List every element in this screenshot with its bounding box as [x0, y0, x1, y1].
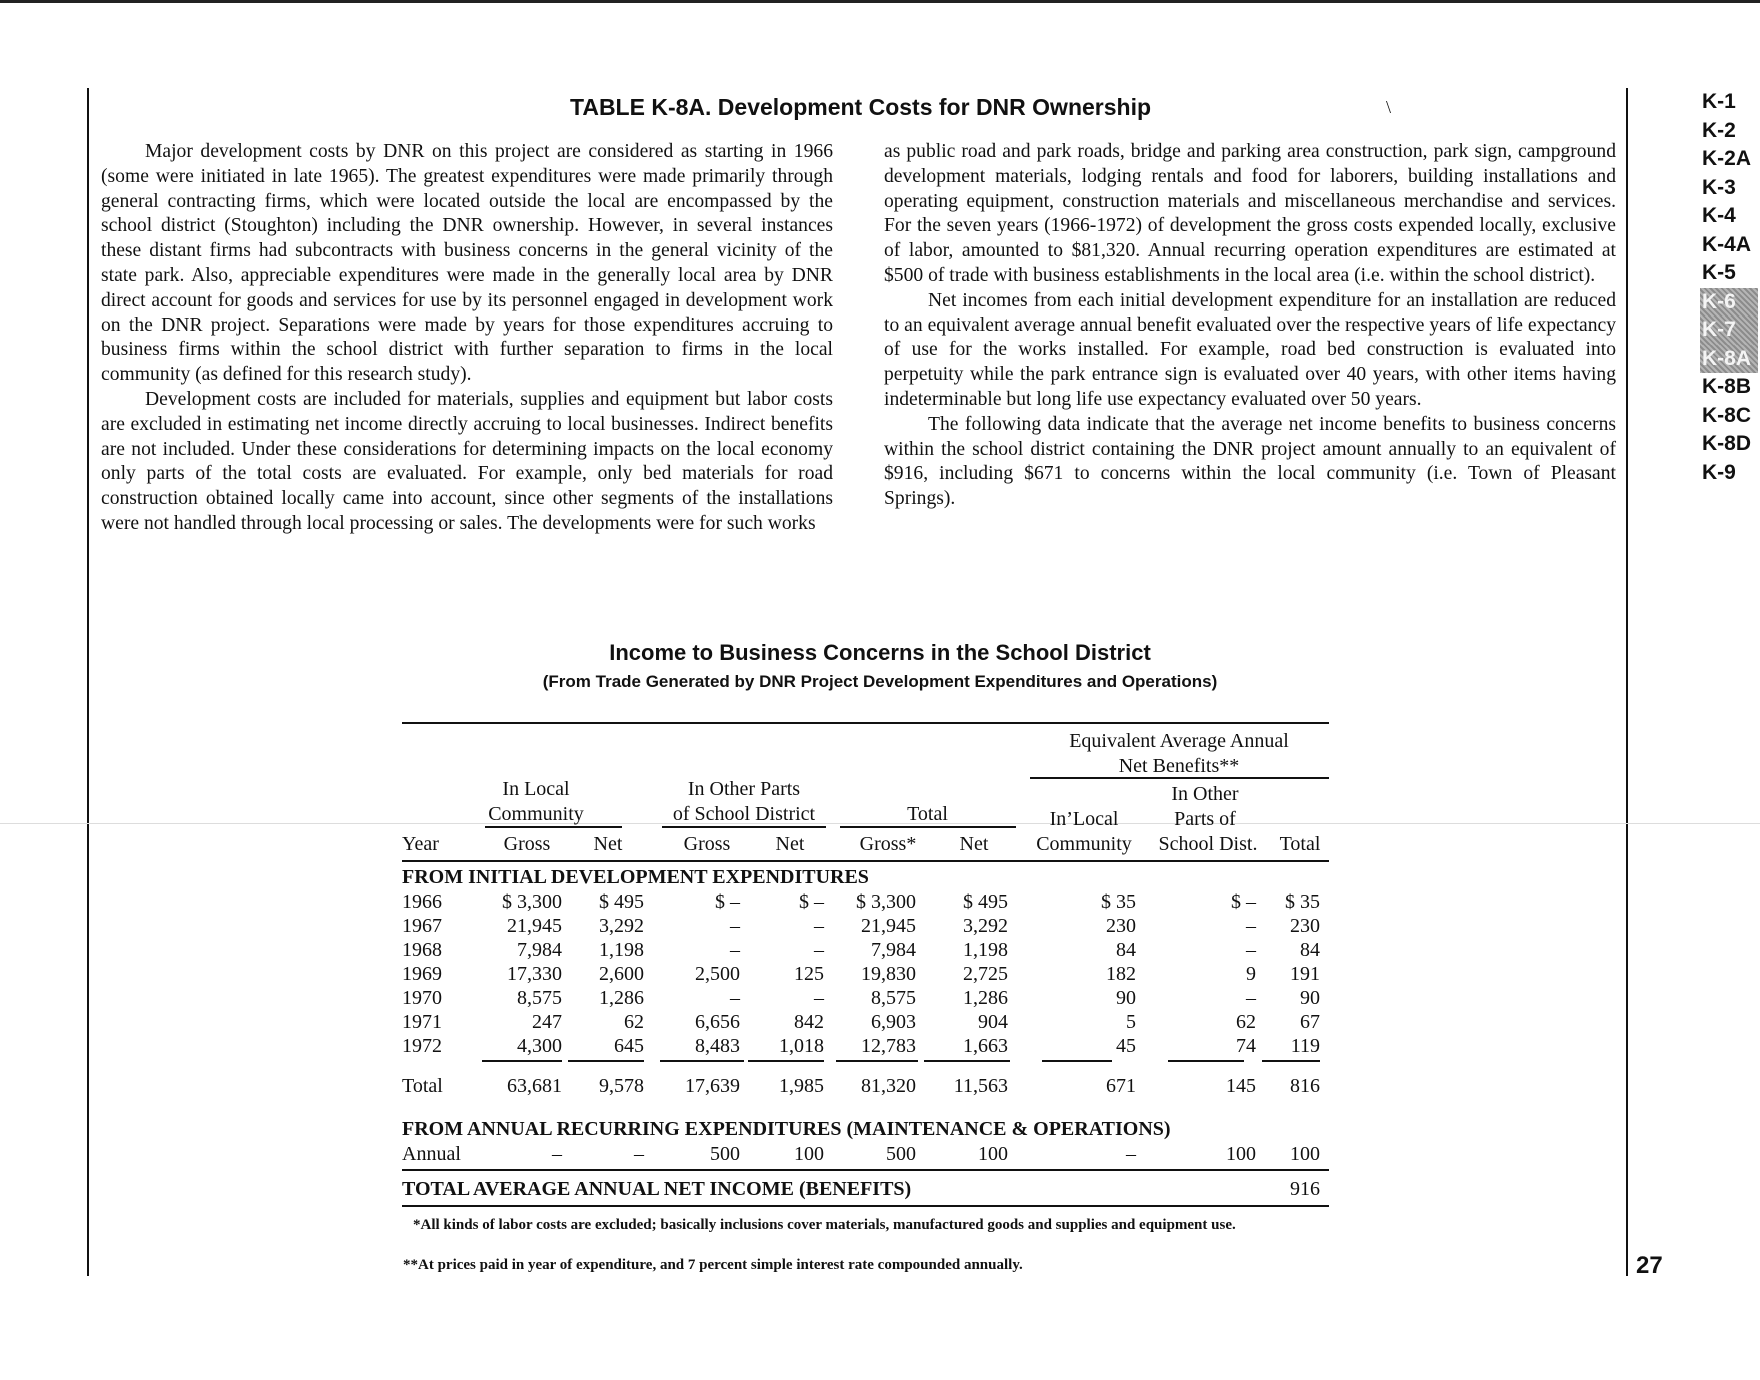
table-cell: $ –	[799, 891, 824, 913]
header-benefit-other-line2: Parts of	[1174, 808, 1236, 830]
row-year: 1968	[402, 939, 442, 961]
table-cell: $ 495	[963, 891, 1008, 913]
table-cell: 1,286	[963, 987, 1008, 1009]
sidebar-item-k-7[interactable]: K-7	[1700, 316, 1758, 345]
table-subtitle: (From Trade Generated by DNR Project Development Expenditures and Operations)	[542, 672, 1218, 691]
total-cell: 816	[1290, 1075, 1320, 1097]
subtotal-underline	[1168, 1060, 1244, 1062]
table-cell: $ 3,300	[502, 891, 562, 913]
table-cell: 191	[1290, 963, 1320, 985]
grand-total-label: TOTAL AVERAGE ANNUAL NET INCOME (BENEFITS)	[402, 1178, 912, 1200]
sidebar-item-k-4[interactable]: K-4	[1702, 204, 1736, 227]
table-cell: 645	[614, 1035, 644, 1057]
column-header: Community	[1036, 833, 1132, 855]
header-local-community-line2: Community	[488, 803, 584, 825]
table-cell: $ 35	[1285, 891, 1320, 913]
footnote-labor: *All kinds of labor costs are excluded; basically inclusions cover materials, manufactured goods and supplies and equipment use.	[413, 1217, 1236, 1233]
table-cell: 67	[1300, 1011, 1320, 1033]
total-cell: 9,578	[599, 1075, 644, 1097]
paragraph: Major development costs by DNR on this project are considered as starting in 1966 (some were initiated in late 1965). The greatest expenditures were made primarily through general contracting firms, which were located outside the local are encompassed by the school district (Stoughton) including the DNR ownership. However, in several instances these distant firms had subcontracts with business concerns in the general vicinity of the state park. Also, appreciable expenditures were made in the generally local area by DNR direct account for goods and services for use by its personnel engaged in development work on the DNR project. Separations were made by years for those expenditures accruing to business firms within the school district with further separation to firms in the local community (as defined for this research study).	[101, 141, 833, 386]
annual-cell: –	[634, 1143, 644, 1165]
table-cell: 17,330	[507, 963, 562, 985]
annual-cell: 500	[710, 1143, 740, 1165]
sidebar-item-k-4a[interactable]: K-4A	[1702, 232, 1752, 256]
column-header: School Dist.	[1158, 833, 1258, 855]
table-cell: 1,198	[599, 939, 644, 961]
total-cell: 81,320	[861, 1075, 916, 1097]
sidebar-item-k-1[interactable]: K-1	[1702, 90, 1736, 113]
header-total: Total	[907, 803, 948, 825]
header-other-rule	[662, 826, 826, 828]
table-cell: 1,018	[779, 1035, 824, 1057]
header-equiv-rule	[1030, 777, 1329, 779]
table-cell: 9	[1246, 963, 1256, 985]
column-header: Gross	[503, 833, 551, 855]
table-cell: –	[730, 939, 740, 961]
stray-mark: \	[1386, 97, 1392, 117]
total-cell: 17,639	[685, 1075, 740, 1097]
left-text-column	[101, 140, 833, 537]
column-header: Gross*	[859, 833, 917, 855]
table-cell: 7,984	[517, 939, 562, 961]
table-cell: 247	[532, 1011, 562, 1033]
table-cell: 62	[1236, 1011, 1256, 1033]
footnote-prices: **At prices paid in year of expenditure, and 7 percent simple interest rate compounded annually.	[403, 1257, 1023, 1273]
column-header: Gross	[683, 833, 731, 855]
table-cell: 842	[794, 1011, 824, 1033]
table-cell: 3,292	[963, 915, 1008, 937]
table-cell: 6,903	[871, 1011, 916, 1033]
sidebar-item-k-6[interactable]: K-6	[1700, 288, 1758, 317]
table-cell: 12,783	[861, 1035, 916, 1057]
header-total-rule	[840, 826, 1016, 828]
column-header: Net	[959, 833, 989, 855]
table-cell: –	[1246, 915, 1256, 937]
table-cell: 84	[1300, 939, 1320, 961]
header-local-community-line1: In Local	[502, 778, 570, 800]
page-number: 27	[1636, 1252, 1663, 1279]
subtotal-underline	[748, 1060, 824, 1062]
subtotal-underline	[924, 1060, 1010, 1062]
header-benefit-local: In’Local	[1049, 808, 1119, 830]
total-cell: 63,681	[507, 1075, 562, 1097]
table-cell: 8,483	[695, 1035, 740, 1057]
table-top-rule	[402, 722, 1329, 724]
sidebar-item-k-8b[interactable]: K-8B	[1702, 375, 1752, 398]
table-cell: –	[730, 915, 740, 937]
right-text-column	[884, 140, 1616, 512]
column-header: Net	[775, 833, 805, 855]
table-cell: –	[1246, 939, 1256, 961]
table-cell: –	[814, 939, 824, 961]
sidebar-item-k-9[interactable]: K-9	[1702, 460, 1736, 484]
page-title: TABLE K-8A. Development Costs for DNR Ownership	[570, 94, 1152, 120]
header-equiv-benefits-line1: Equivalent Average Annual	[1069, 730, 1289, 752]
table-cell: –	[814, 987, 824, 1009]
table-cell: 182	[1106, 963, 1136, 985]
table-cell: 2,725	[963, 963, 1008, 985]
sidebar-item-k-8c[interactable]: K-8C	[1702, 403, 1752, 427]
table-cell: 84	[1116, 939, 1136, 961]
header-equiv-benefits-line2: Net Benefits**	[1118, 755, 1240, 777]
table-cell: $ 495	[599, 891, 644, 913]
total-cell: 11,563	[953, 1075, 1008, 1097]
table-cell: 62	[624, 1011, 644, 1033]
sidebar-item-k-2a[interactable]: K-2A	[1702, 147, 1752, 170]
table-cell: 119	[1290, 1035, 1320, 1057]
annual-cell: 100	[1226, 1143, 1256, 1165]
subtotal-underline	[1262, 1060, 1320, 1062]
annual-cell: –	[552, 1143, 562, 1165]
section-initial-expenditures: FROM INITIAL DEVELOPMENT EXPENDITURES	[402, 866, 869, 888]
row-year: 1970	[402, 987, 442, 1009]
paragraph: Development costs are included for materials, supplies and equipment but labor costs are excluded in estimating net income directly accruing to local businesses. Indirect benefits are not included. Under these considerations for determining impacts on the local economy only parts of the total costs are evaluated. For example, only bed materials for road construction obtained locally came into account, since other segments of the installations were not handled through local processing or sales. The developments were for such works	[101, 388, 833, 534]
table-cell: 7,984	[871, 939, 916, 961]
table-cell: –	[1246, 987, 1256, 1009]
table-cell: –	[730, 987, 740, 1009]
table-cell: 21,945	[861, 915, 916, 937]
sidebar-item-k-8d[interactable]: K-8D	[1702, 432, 1752, 455]
table-cell: 90	[1300, 987, 1320, 1009]
page-top-border	[0, 0, 1760, 3]
header-local-rule	[485, 826, 622, 828]
table-cell: 2,500	[695, 963, 740, 985]
table-cell: $ –	[1231, 891, 1256, 913]
sidebar-item-k-2[interactable]: K-2	[1702, 118, 1736, 142]
row-year: 1969	[402, 963, 442, 985]
table-cell: 8,575	[517, 987, 562, 1009]
table-cell: 74	[1236, 1035, 1256, 1057]
row-year: 1971	[402, 1011, 442, 1033]
grand-total-value: 916	[1290, 1178, 1320, 1200]
grand-total-bottom-rule	[402, 1205, 1329, 1207]
paragraph: as public road and park roads, bridge and parking area construction, park sign, campground development materials, lodging rentals and food for laborers, building installations and operating equipment, construction materials and miscellaneous merchandise and services. For the seven years (1966-1972) of development the gross costs expended locally, exclusive of labor, amounted to $81,320. Annual recurring operation expenditures are estimated at $500 of trade with business establishments in the local area (i.e. within the school district).	[884, 141, 1616, 286]
paragraph: Net incomes from each initial development expenditure for an installation are reduced to an equivalent average annual benefit evaluated over the respective years of life expectancy of use for the works installed. For example, road bed construction is evaluated into perpetuity while the park entrance sign is evaluated over 40 years, with other items having indeterminable but long life use expectancy evaluated over 50 years.	[884, 289, 1616, 410]
total-row-label: Total	[402, 1075, 443, 1097]
table-cell: 3,292	[599, 915, 644, 937]
column-header: Year	[402, 833, 439, 855]
subtotal-underline	[1042, 1060, 1112, 1062]
header-benefit-other-line1: In Other	[1171, 783, 1239, 805]
table-cell: 6,656	[695, 1011, 740, 1033]
sidebar-item-k-8a[interactable]: K-8A	[1700, 345, 1758, 374]
sidebar-item-k-3[interactable]: K-3	[1702, 175, 1736, 199]
subtotal-underline	[836, 1060, 918, 1062]
row-year: 1967	[402, 915, 442, 937]
total-cell: 671	[1106, 1075, 1136, 1097]
section-annual-expenditures: FROM ANNUAL RECURRING EXPENDITURES (MAINTENANCE & OPERATIONS)	[402, 1118, 1171, 1140]
annual-cell: 100	[794, 1143, 824, 1165]
table-cell: 230	[1106, 915, 1136, 937]
total-cell: 1,985	[779, 1075, 824, 1097]
total-cell: 145	[1226, 1075, 1256, 1097]
header-bottom-rule	[402, 860, 1329, 862]
table-cell: 1,198	[963, 939, 1008, 961]
annual-cell: 100	[1290, 1143, 1320, 1165]
table-cell: 1,286	[599, 987, 644, 1009]
table-cell: 125	[794, 963, 824, 985]
annual-cell: 100	[978, 1143, 1008, 1165]
table-cell: $ –	[715, 891, 740, 913]
annual-cell: –	[1126, 1143, 1136, 1165]
table-cell: 45	[1116, 1035, 1136, 1057]
annual-cell: 500	[886, 1143, 916, 1165]
table-cell: 230	[1290, 915, 1320, 937]
header-other-parts-line1: In Other Parts	[687, 778, 801, 800]
grand-total-top-rule	[402, 1169, 1329, 1171]
table-cell: 2,600	[599, 963, 644, 985]
table-cell: 19,830	[861, 963, 916, 985]
column-header: Net	[593, 833, 623, 855]
table-cell: –	[814, 915, 824, 937]
sidebar-item-k-5[interactable]: K-5	[1702, 261, 1736, 284]
table-cell: 4,300	[517, 1035, 562, 1057]
section-index-nav	[1700, 88, 1758, 487]
column-header: Total	[1279, 833, 1321, 855]
table-cell: $ 35	[1101, 891, 1136, 913]
table-cell: 1,663	[963, 1035, 1008, 1057]
row-year: 1972	[402, 1035, 442, 1057]
row-year: 1966	[402, 891, 442, 913]
table-cell: $ 3,300	[856, 891, 916, 913]
table-cell: 21,945	[507, 915, 562, 937]
subtotal-underline	[568, 1060, 644, 1062]
subtotal-underline	[482, 1060, 562, 1062]
header-other-parts-line2: of School District	[672, 803, 816, 825]
paragraph: The following data indicate that the average net income benefits to business concerns within the school district containing the DNR project amount annually to an equivalent of $916, including $671 to concerns within the local community (i.e. Town of Pleasant Springs).	[884, 413, 1616, 510]
table-cell: 5	[1126, 1011, 1136, 1033]
table-cell: 8,575	[871, 987, 916, 1009]
subtotal-underline	[660, 1060, 744, 1062]
table-cell: 904	[978, 1011, 1008, 1033]
annual-row-label: Annual	[402, 1143, 461, 1165]
table-title: Income to Business Concerns in the School District	[609, 640, 1151, 665]
table-cell: 90	[1116, 987, 1136, 1009]
